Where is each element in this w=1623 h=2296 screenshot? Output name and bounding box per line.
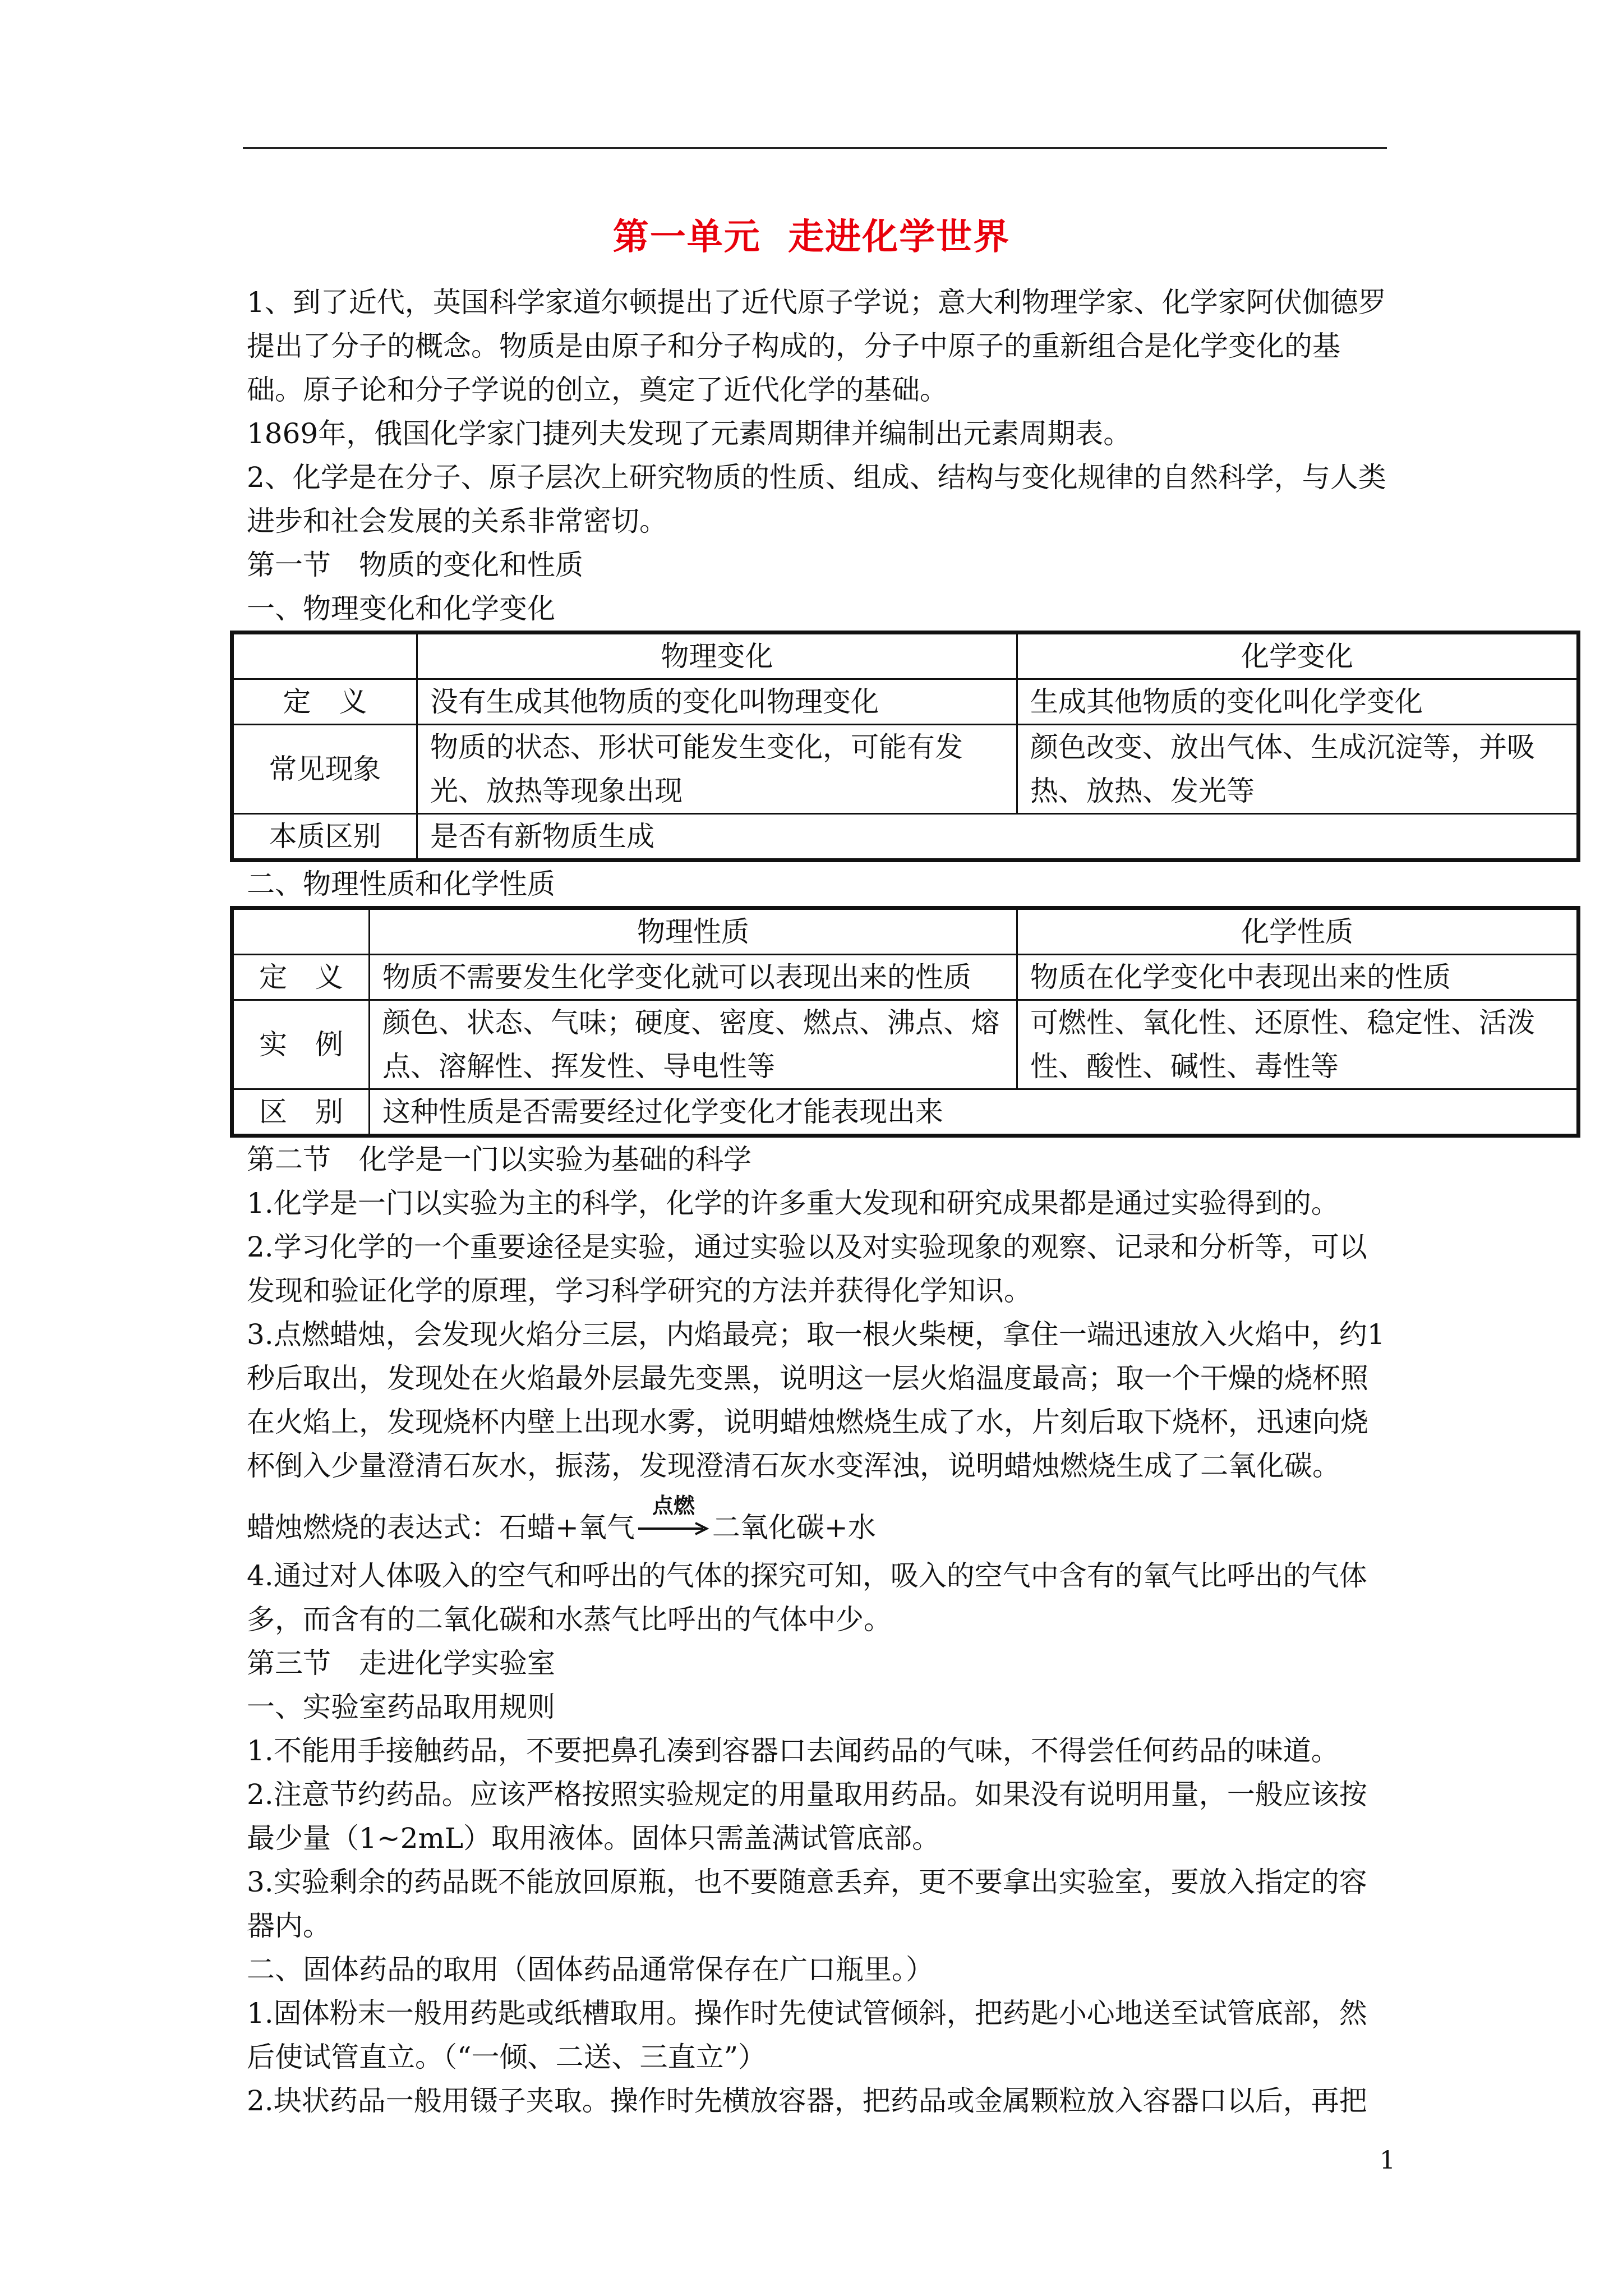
right-arrow-icon [637,1520,710,1537]
table-header-cell: 化学变化 [1017,633,1579,679]
combustion-equation [247,1488,1391,1549]
table-cell: 颜色、状态、气味；硬度、密度、燃点、沸点、熔点、溶解性、挥发性、导电性等 [370,1000,1017,1089]
header-rule [243,147,1387,149]
table-cell-merged: 是否有新物质生成 [417,814,1579,861]
document-body [247,280,1535,2123]
intro-paragraph-1: 1、到了近代，英国科学家道尔顿提出了近代原子学说；意大利物理学家、化学家阿伏伽德罗提出了分子的概念。物质是由原子和分子构成的，分子中原子的重新组合是化学变化的基础。原子论和分子学说的创立，奠定了近代化学的基础。 [247,286,1386,406]
table-cell: 没有生成其他物质的变化叫物理变化 [417,679,1017,725]
table-cell: 生成其他物质的变化叫化学变化 [1017,679,1579,725]
intro-paragraph-3: 2、化学是在分子、原子层次上研究物质的性质、组成、结构与变化规律的自然科学，与人类进步和社会发展的关系非常密切。 [247,461,1386,537]
table-header-cell: 化学性质 [1017,908,1579,955]
unit-title: 第一单元 走进化学世界 [612,217,1011,258]
row-label: 区 别 [232,1089,370,1136]
section-2-paragraph-4: 4.通过对人体吸入的空气和呼出的气体的探究可知，吸入的空气中含有的氧气比呼出的气体多，而含有的二氧化碳和水蒸气比呼出的气体中少。 [247,1559,1367,1636]
table-header-cell: 物理性质 [370,908,1017,955]
row-label: 定 义 [232,955,370,1000]
table-cell: 可燃性、氧化性、还原性、稳定性、活泼性、酸性、碱性、毒性等 [1017,1000,1579,1089]
equation-products: 二氧化碳+水 [712,1511,876,1544]
equation-reactants: 蜡烛燃烧的表达式：石蜡+氧气 [247,1511,635,1544]
solid-item-2: 2.块状药品一般用镊子夹取。操作时先横放容器，把药品或金属颗粒放入容器口以后，再把 [247,2085,1367,2117]
row-label: 实 例 [232,1000,370,1089]
section-1-heading: 第一节 物质的变化和性质 [247,549,583,581]
intro-paragraph-2: 1869年，俄国化学家门捷列夫发现了元素周期律并编制出元素周期表。 [247,417,1132,450]
table-header-row [232,633,1579,679]
table-header-cell: 物理变化 [417,633,1017,679]
row-label: 本质区别 [232,814,417,861]
table-cell: 物质的状态、形状可能发生变化，可能有发光、放热等现象出现 [417,725,1017,814]
table-row [232,814,1579,861]
reaction-condition: 点燃 [652,1493,695,1518]
table-row [232,725,1579,814]
table-cell-merged: 这种性质是否需要经过化学变化才能表现出来 [370,1089,1579,1136]
rule-item-3: 3.实验剩余的药品既不能放回原瓶，也不要随意丢弃，更不要拿出实验室，要放入指定的容器内。 [247,1866,1367,1942]
section-3-subheading-1: 一、实验室药品取用规则 [247,1691,555,1723]
section-2-paragraph-2: 2.学习化学的一个重要途径是实验，通过实验以及对实验现象的观察、记录和分析等，可以发现和验证化学的原理，学习科学研究的方法并获得化学知识。 [247,1231,1367,1307]
table-row [232,1000,1579,1089]
reaction-arrow [637,1493,710,1549]
table-header-cell [232,908,370,955]
solid-item-1: 1.固体粉末一般用药匙或纸槽取用。操作时先使试管倾斜，把药匙小心地送至试管底部，然后使试管直立。（“一倾、二送、三直立”） [247,1997,1367,2073]
row-label: 常见现象 [232,725,417,814]
rule-item-1: 1.不能用手接触药品，不要把鼻孔凑到容器口去闻药品的气味，不得尝任何药品的味道。 [247,1734,1339,1767]
table-cell: 物质在化学变化中表现出来的性质 [1017,955,1579,1000]
section-1-subheading-1: 一、物理变化和化学变化 [247,592,555,625]
change-comparison-table [230,631,1580,862]
table-row [232,1089,1579,1136]
table-header-row [232,908,1579,955]
table-cell: 物质不需要发生化学变化就可以表现出来的性质 [370,955,1017,1000]
section-1-subheading-2: 二、物理性质和化学性质 [247,868,555,900]
section-2-paragraph-3: 3.点燃蜡烛，会发现火焰分三层，内焰最亮；取一根火柴梗，拿住一端迅速放入火焰中，约1秒后取出，发现处在火焰最外层最先变黑，说明这一层火焰温度最高；取一个干燥的烧杯照在火焰上，发现烧杯内壁上出现水雾，说明蜡烛燃烧生成了水，片刻后取下烧杯，迅速向烧杯倒入少量澄清石灰水，振荡，发现澄清石灰水变浑浊，说明蜡烛燃烧生成了二氧化碳。 [247,1318,1385,1482]
property-comparison-table [230,906,1580,1138]
section-2-paragraph-1: 1.化学是一门以实验为主的科学，化学的许多重大发现和研究成果都是通过实验得到的。 [247,1187,1339,1220]
page-number: 1 [1380,2146,1395,2175]
table-row [232,679,1579,725]
row-label: 定 义 [232,679,417,725]
table-cell: 颜色改变、放出气体、生成沉淀等，并吸热、放热、发光等 [1017,725,1579,814]
section-2-heading: 第二节 化学是一门以实验为基础的科学 [247,1143,751,1176]
table-header-cell [232,633,417,679]
rule-item-2: 2.注意节约药品。应该严格按照实验规定的用量取用药品。如果没有说明用量，一般应该按最少量（1~2mL）取用液体。固体只需盖满试管底部。 [247,1778,1367,1855]
table-row [232,955,1579,1000]
section-3-heading: 第三节 走进化学实验室 [247,1647,555,1680]
section-3-subheading-2: 二、固体药品的取用（固体药品通常保存在广口瓶里。） [247,1953,934,1986]
